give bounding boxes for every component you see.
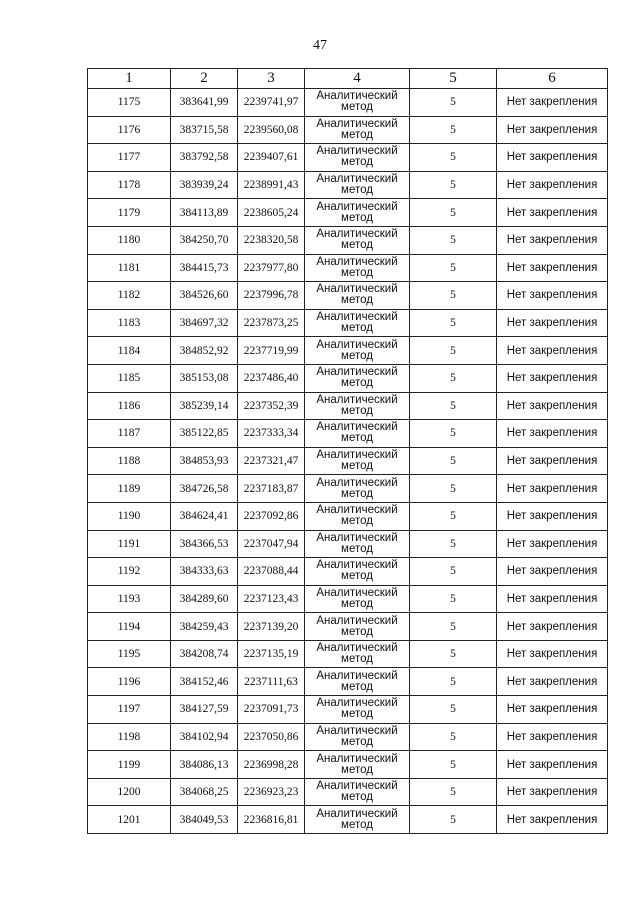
- table-row: [88, 254, 608, 282]
- method-line-2: метод: [341, 515, 373, 528]
- x-coordinate-cell: 384068,25: [171, 778, 238, 806]
- method-line-1: Аналитический: [316, 780, 398, 793]
- method-line-1: Аналитический: [316, 642, 398, 655]
- point-number-cell: 1181: [88, 254, 171, 282]
- method-line-1: Аналитический: [316, 449, 398, 462]
- method-line-1: Аналитический: [316, 807, 398, 820]
- accuracy-cell: 5: [410, 475, 497, 503]
- x-coordinate-cell: 385153,08: [171, 364, 238, 392]
- x-coordinate-cell: 383939,24: [171, 171, 238, 199]
- fixation-cell: Нет закрепления: [497, 585, 608, 613]
- table-row: [88, 530, 608, 558]
- accuracy-cell: 5: [410, 806, 497, 834]
- fixation-cell: Нет закрепления: [497, 144, 608, 172]
- y-coordinate-cell: 2239741,97: [238, 89, 305, 117]
- y-coordinate-cell: 2237091,73: [238, 696, 305, 724]
- point-number-cell: 1176: [88, 116, 171, 144]
- table-row: [88, 502, 608, 530]
- x-coordinate-cell: 384289,60: [171, 585, 238, 613]
- method-cell: [305, 475, 410, 503]
- fixation-cell: Нет закрепления: [497, 558, 608, 586]
- point-number-cell: 1189: [88, 475, 171, 503]
- method-line-2: метод: [341, 184, 373, 197]
- y-coordinate-cell: 2237873,25: [238, 309, 305, 337]
- fixation-cell: Нет закрепления: [497, 420, 608, 448]
- table-body: [88, 89, 608, 834]
- method-line-2: метод: [341, 101, 373, 114]
- method-cell: [305, 337, 410, 365]
- method-line-1: Аналитический: [316, 669, 398, 682]
- method-line-1: Аналитический: [316, 338, 398, 351]
- x-coordinate-cell: 385239,14: [171, 392, 238, 420]
- fixation-cell: Нет закрепления: [497, 723, 608, 751]
- fixation-cell: Нет закрепления: [497, 530, 608, 558]
- accuracy-cell: 5: [410, 585, 497, 613]
- y-coordinate-cell: 2237996,78: [238, 282, 305, 310]
- table-header-row: [88, 69, 608, 89]
- table-row: [88, 613, 608, 641]
- method-line-1: Аналитический: [316, 173, 398, 186]
- method-line-1: Аналитический: [316, 752, 398, 765]
- table-row: [88, 282, 608, 310]
- point-number-cell: 1194: [88, 613, 171, 641]
- method-line-2: метод: [341, 680, 373, 693]
- method-cell: [305, 640, 410, 668]
- fixation-cell: Нет закрепления: [497, 696, 608, 724]
- x-coordinate-cell: 384415,73: [171, 254, 238, 282]
- fixation-cell: Нет закрепления: [497, 447, 608, 475]
- point-number-cell: 1199: [88, 751, 171, 779]
- header-cell: 3: [238, 69, 305, 89]
- method-line-2: метод: [341, 432, 373, 445]
- method-cell: [305, 723, 410, 751]
- y-coordinate-cell: 2237050,86: [238, 723, 305, 751]
- method-line-1: Аналитический: [316, 117, 398, 130]
- method-cell: [305, 751, 410, 779]
- y-coordinate-cell: 2236998,28: [238, 751, 305, 779]
- page-number: 47: [313, 38, 327, 53]
- y-coordinate-cell: 2238320,58: [238, 226, 305, 254]
- accuracy-cell: 5: [410, 337, 497, 365]
- method-line-2: метод: [341, 404, 373, 417]
- fixation-cell: Нет закрепления: [497, 613, 608, 641]
- table-row: [88, 751, 608, 779]
- x-coordinate-cell: 385122,85: [171, 420, 238, 448]
- method-line-2: метод: [341, 625, 373, 638]
- point-number-cell: 1184: [88, 337, 171, 365]
- point-number-cell: 1183: [88, 309, 171, 337]
- method-line-2: метод: [341, 211, 373, 224]
- y-coordinate-cell: 2239560,08: [238, 116, 305, 144]
- point-number-cell: 1178: [88, 171, 171, 199]
- table-row: [88, 640, 608, 668]
- x-coordinate-cell: 383641,99: [171, 89, 238, 117]
- method-cell: [305, 226, 410, 254]
- method-cell: [305, 585, 410, 613]
- accuracy-cell: 5: [410, 254, 497, 282]
- table-row: [88, 392, 608, 420]
- y-coordinate-cell: 2237352,39: [238, 392, 305, 420]
- fixation-cell: Нет закрепления: [497, 392, 608, 420]
- method-line-2: метод: [341, 156, 373, 169]
- y-coordinate-cell: 2237486,40: [238, 364, 305, 392]
- fixation-cell: Нет закрепления: [497, 226, 608, 254]
- method-line-2: метод: [341, 708, 373, 721]
- method-line-1: Аналитический: [316, 145, 398, 158]
- point-number-cell: 1190: [88, 502, 171, 530]
- point-number-cell: 1180: [88, 226, 171, 254]
- y-coordinate-cell: 2236923,23: [238, 778, 305, 806]
- method-line-2: метод: [341, 487, 373, 500]
- accuracy-cell: 5: [410, 502, 497, 530]
- x-coordinate-cell: 384853,93: [171, 447, 238, 475]
- y-coordinate-cell: 2237135,19: [238, 640, 305, 668]
- fixation-cell: Нет закрепления: [497, 116, 608, 144]
- method-cell: [305, 530, 410, 558]
- y-coordinate-cell: 2237719,99: [238, 337, 305, 365]
- table-row: [88, 475, 608, 503]
- table-row: [88, 806, 608, 834]
- method-cell: [305, 558, 410, 586]
- table-row: [88, 199, 608, 227]
- method-line-1: Аналитический: [316, 559, 398, 572]
- method-line-2: метод: [341, 266, 373, 279]
- header-cell: 2: [171, 69, 238, 89]
- method-line-2: метод: [341, 763, 373, 776]
- method-line-1: Аналитический: [316, 90, 398, 103]
- fixation-cell: Нет закрепления: [497, 364, 608, 392]
- accuracy-cell: 5: [410, 723, 497, 751]
- fixation-cell: Нет закрепления: [497, 668, 608, 696]
- method-line-1: Аналитический: [316, 366, 398, 379]
- accuracy-cell: 5: [410, 116, 497, 144]
- method-cell: [305, 668, 410, 696]
- table-row: [88, 171, 608, 199]
- y-coordinate-cell: 2237047,94: [238, 530, 305, 558]
- fixation-cell: Нет закрепления: [497, 337, 608, 365]
- accuracy-cell: 5: [410, 668, 497, 696]
- table-row: [88, 778, 608, 806]
- fixation-cell: Нет закрепления: [497, 778, 608, 806]
- table-row: [88, 447, 608, 475]
- point-number-cell: 1192: [88, 558, 171, 586]
- method-line-1: Аналитический: [316, 228, 398, 241]
- method-line-1: Аналитический: [316, 421, 398, 434]
- fixation-cell: Нет закрепления: [497, 282, 608, 310]
- point-number-cell: 1188: [88, 447, 171, 475]
- accuracy-cell: 5: [410, 640, 497, 668]
- y-coordinate-cell: 2237333,34: [238, 420, 305, 448]
- x-coordinate-cell: 384086,13: [171, 751, 238, 779]
- method-line-2: метод: [341, 791, 373, 804]
- method-line-2: метод: [341, 818, 373, 831]
- accuracy-cell: 5: [410, 696, 497, 724]
- fixation-cell: Нет закрепления: [497, 89, 608, 117]
- accuracy-cell: 5: [410, 226, 497, 254]
- x-coordinate-cell: 384152,46: [171, 668, 238, 696]
- y-coordinate-cell: 2237088,44: [238, 558, 305, 586]
- method-cell: [305, 144, 410, 172]
- x-coordinate-cell: 384250,70: [171, 226, 238, 254]
- x-coordinate-cell: 384526,60: [171, 282, 238, 310]
- point-number-cell: 1187: [88, 420, 171, 448]
- table-row: [88, 364, 608, 392]
- accuracy-cell: 5: [410, 778, 497, 806]
- header-cell: 4: [305, 69, 410, 89]
- y-coordinate-cell: 2237111,63: [238, 668, 305, 696]
- method-line-2: метод: [341, 460, 373, 473]
- x-coordinate-cell: 384333,63: [171, 558, 238, 586]
- x-coordinate-cell: 383792,58: [171, 144, 238, 172]
- method-cell: [305, 199, 410, 227]
- point-number-cell: 1193: [88, 585, 171, 613]
- y-coordinate-cell: 2237139,20: [238, 613, 305, 641]
- accuracy-cell: 5: [410, 364, 497, 392]
- method-line-1: Аналитический: [316, 393, 398, 406]
- table-row: [88, 723, 608, 751]
- y-coordinate-cell: 2236816,81: [238, 806, 305, 834]
- header-cell: 5: [410, 69, 497, 89]
- x-coordinate-cell: 384624,41: [171, 502, 238, 530]
- method-cell: [305, 254, 410, 282]
- x-coordinate-cell: 384259,43: [171, 613, 238, 641]
- method-cell: [305, 696, 410, 724]
- fixation-cell: Нет закрепления: [497, 199, 608, 227]
- method-cell: [305, 447, 410, 475]
- y-coordinate-cell: 2237123,43: [238, 585, 305, 613]
- accuracy-cell: 5: [410, 420, 497, 448]
- method-cell: [305, 89, 410, 117]
- table-row: [88, 116, 608, 144]
- table-row: [88, 337, 608, 365]
- x-coordinate-cell: 383715,58: [171, 116, 238, 144]
- point-number-cell: 1191: [88, 530, 171, 558]
- fixation-cell: Нет закрепления: [497, 640, 608, 668]
- fixation-cell: Нет закрепления: [497, 502, 608, 530]
- point-number-cell: 1200: [88, 778, 171, 806]
- coordinates-table: [87, 68, 608, 834]
- method-line-1: Аналитический: [316, 200, 398, 213]
- method-line-2: метод: [341, 294, 373, 307]
- method-line-1: Аналитический: [316, 614, 398, 627]
- accuracy-cell: 5: [410, 89, 497, 117]
- method-line-1: Аналитический: [316, 311, 398, 324]
- point-number-cell: 1177: [88, 144, 171, 172]
- x-coordinate-cell: 384102,94: [171, 723, 238, 751]
- method-line-1: Аналитический: [316, 476, 398, 489]
- method-line-2: метод: [341, 322, 373, 335]
- accuracy-cell: 5: [410, 530, 497, 558]
- method-line-2: метод: [341, 349, 373, 362]
- point-number-cell: 1185: [88, 364, 171, 392]
- table-row: [88, 144, 608, 172]
- method-cell: [305, 364, 410, 392]
- method-line-2: метод: [341, 597, 373, 610]
- accuracy-cell: 5: [410, 613, 497, 641]
- y-coordinate-cell: 2237183,87: [238, 475, 305, 503]
- table-row: [88, 420, 608, 448]
- table-row: [88, 668, 608, 696]
- point-number-cell: 1179: [88, 199, 171, 227]
- point-number-cell: 1195: [88, 640, 171, 668]
- accuracy-cell: 5: [410, 282, 497, 310]
- method-cell: [305, 806, 410, 834]
- fixation-cell: Нет закрепления: [497, 475, 608, 503]
- method-line-1: Аналитический: [316, 586, 398, 599]
- accuracy-cell: 5: [410, 199, 497, 227]
- header-cell: 6: [497, 69, 608, 89]
- y-coordinate-cell: 2237092,86: [238, 502, 305, 530]
- method-line-1: Аналитический: [316, 255, 398, 268]
- point-number-cell: 1198: [88, 723, 171, 751]
- x-coordinate-cell: 384113,89: [171, 199, 238, 227]
- point-number-cell: 1182: [88, 282, 171, 310]
- y-coordinate-cell: 2238605,24: [238, 199, 305, 227]
- x-coordinate-cell: 384697,32: [171, 309, 238, 337]
- point-number-cell: 1201: [88, 806, 171, 834]
- point-number-cell: 1196: [88, 668, 171, 696]
- method-cell: [305, 309, 410, 337]
- point-number-cell: 1175: [88, 89, 171, 117]
- fixation-cell: Нет закрепления: [497, 751, 608, 779]
- method-line-2: метод: [341, 735, 373, 748]
- y-coordinate-cell: 2239407,61: [238, 144, 305, 172]
- fixation-cell: Нет закрепления: [497, 806, 608, 834]
- point-number-cell: 1197: [88, 696, 171, 724]
- table-row: [88, 558, 608, 586]
- method-cell: [305, 282, 410, 310]
- method-line-1: Аналитический: [316, 283, 398, 296]
- accuracy-cell: 5: [410, 392, 497, 420]
- accuracy-cell: 5: [410, 751, 497, 779]
- method-cell: [305, 420, 410, 448]
- fixation-cell: Нет закрепления: [497, 171, 608, 199]
- header-cell: 1: [88, 69, 171, 89]
- method-line-2: метод: [341, 128, 373, 141]
- accuracy-cell: 5: [410, 171, 497, 199]
- y-coordinate-cell: 2237977,80: [238, 254, 305, 282]
- accuracy-cell: 5: [410, 447, 497, 475]
- y-coordinate-cell: 2237321,47: [238, 447, 305, 475]
- x-coordinate-cell: 384208,74: [171, 640, 238, 668]
- method-line-1: Аналитический: [316, 504, 398, 517]
- method-line-1: Аналитический: [316, 531, 398, 544]
- method-line-2: метод: [341, 653, 373, 666]
- method-line-1: Аналитический: [316, 724, 398, 737]
- table-row: [88, 585, 608, 613]
- method-line-1: Аналитический: [316, 697, 398, 710]
- method-cell: [305, 613, 410, 641]
- accuracy-cell: 5: [410, 558, 497, 586]
- point-number-cell: 1186: [88, 392, 171, 420]
- method-cell: [305, 116, 410, 144]
- accuracy-cell: 5: [410, 309, 497, 337]
- fixation-cell: Нет закрепления: [497, 254, 608, 282]
- method-line-2: метод: [341, 542, 373, 555]
- x-coordinate-cell: 384726,58: [171, 475, 238, 503]
- x-coordinate-cell: 384049,53: [171, 806, 238, 834]
- method-cell: [305, 778, 410, 806]
- table-row: [88, 89, 608, 117]
- method-cell: [305, 392, 410, 420]
- method-cell: [305, 502, 410, 530]
- method-cell: [305, 171, 410, 199]
- method-line-2: метод: [341, 377, 373, 390]
- method-line-2: метод: [341, 239, 373, 252]
- table-row: [88, 696, 608, 724]
- x-coordinate-cell: 384366,53: [171, 530, 238, 558]
- y-coordinate-cell: 2238991,43: [238, 171, 305, 199]
- x-coordinate-cell: 384127,59: [171, 696, 238, 724]
- table-row: [88, 309, 608, 337]
- method-line-2: метод: [341, 570, 373, 583]
- table-row: [88, 226, 608, 254]
- accuracy-cell: 5: [410, 144, 497, 172]
- fixation-cell: Нет закрепления: [497, 309, 608, 337]
- x-coordinate-cell: 384852,92: [171, 337, 238, 365]
